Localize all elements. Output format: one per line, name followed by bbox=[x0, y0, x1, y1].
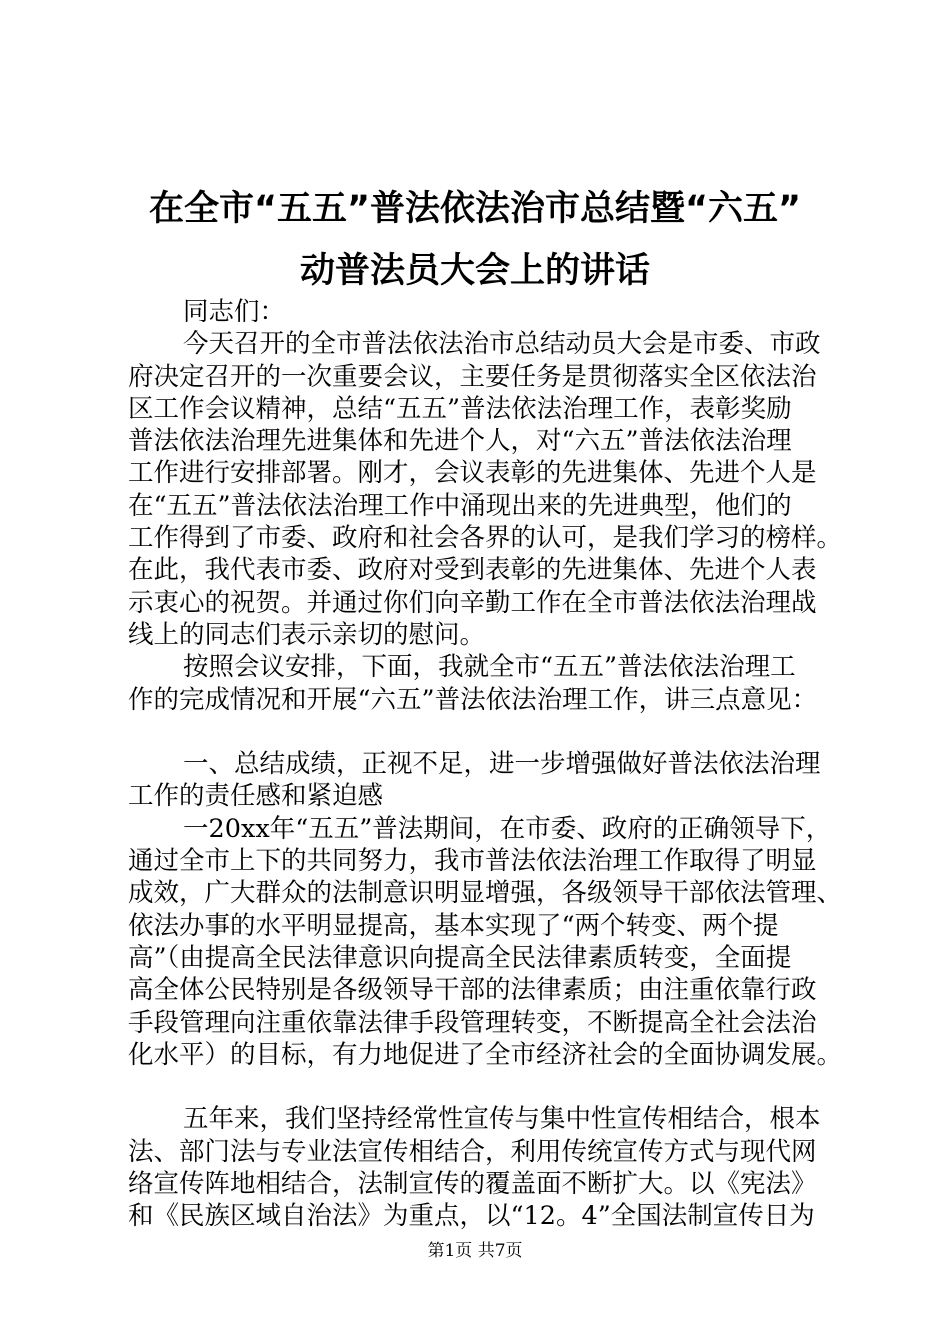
text-line: 在此，我代表市委、政府对受到表彰的先进集体、先进个人表 bbox=[128, 555, 817, 586]
text-line: 法、部门法与专业法宣传相结合，利用传统宣传方式与现代网 bbox=[128, 1136, 817, 1167]
page-indicator: 第1页 共7页 bbox=[427, 1241, 523, 1261]
text-line: 普法依法治理先进集体和先进个人，对“六五”普法依法治理 bbox=[128, 426, 792, 457]
text-line: 区工作会议精神，总结“五五”普法依法治理工作，表彰奖励 bbox=[128, 393, 792, 424]
title-line: 动普法员大会上的讲话 bbox=[299, 251, 650, 291]
text-line: 一20xx年“五五”普法期间，在市委、政府的正确领导下， bbox=[183, 813, 832, 844]
title-line: 在全市“五五”普法依法治市总结暨“六五” bbox=[148, 189, 801, 229]
text-line: 府决定召开的一次重要会议，主要任务是贯彻落实全区依法治 bbox=[128, 361, 817, 392]
text-line: 今天召开的全市普法依法治市总结动员大会是市委、市政 bbox=[183, 329, 821, 360]
blank-line bbox=[128, 1071, 834, 1103]
paragraph-opening bbox=[128, 328, 843, 651]
text-line: 按照会议安排，下面，我就全市“五五”普法依法治理工 bbox=[183, 652, 796, 683]
text-line: 作的完成情况和开展“六五”普法依法治理工作，讲三点意见： bbox=[128, 684, 818, 715]
text-line: 化水平）的目标，有力地促进了全市经济社会的全面协调发展。 bbox=[128, 1039, 843, 1070]
text-line: 和《民族区域自治法》为重点，以“12。4”全国法制宣传日为 bbox=[128, 1201, 815, 1232]
text-line: 在“五五”普法依法治理工作中涌现出来的先进典型，他们的 bbox=[128, 490, 792, 521]
page-title bbox=[100, 178, 850, 302]
text-line: 依法办事的水平明显提高，基本实现了“两个转变、两个提 bbox=[128, 910, 779, 941]
text-line: 工作进行安排部署。刚才，会议表彰的先进集体、先进个人是 bbox=[128, 458, 817, 489]
text-line: 络宣传阵地相结合，法制宣传的覆盖面不断扩大。以《宪法》 bbox=[128, 1169, 817, 1200]
text-line: 五年来，我们坚持经常性宣传与集中性宣传相结合，根本 bbox=[183, 1104, 821, 1135]
paragraph-five-years bbox=[128, 1103, 834, 1232]
heading-line: 一、总结成绩，正视不足，进一步增强做好普法依法治理 bbox=[183, 749, 821, 780]
text-line: 高”（由提高全民法律意识向提高全民法律素质转变，全面提 bbox=[128, 942, 792, 973]
text-line: 工作得到了市委、政府和社会各界的认可，是我们学习的榜样。 bbox=[128, 523, 843, 554]
paragraph-arrangement bbox=[128, 651, 834, 716]
salutation: 同志们： bbox=[183, 297, 286, 327]
text-line: 高全体公民特别是各级领导干部的法律素质；由注重依靠行政 bbox=[128, 975, 817, 1006]
heading-line: 工作的责任感和紧迫感 bbox=[128, 781, 384, 812]
text-line: 线上的同志们表示亲切的慰问。 bbox=[128, 619, 486, 650]
text-line: 手段管理向注重依靠法律手段管理转变，不断提高全社会法治 bbox=[128, 1007, 817, 1038]
text-line: 成效，广大群众的法制意识明显增强，各级领导干部依法管理、 bbox=[128, 878, 843, 909]
page-footer bbox=[0, 1239, 950, 1263]
document-body bbox=[128, 296, 843, 1233]
paragraph-achievements bbox=[128, 813, 843, 1071]
text-line: 通过全市上下的共同努力，我市普法依法治理工作取得了明显 bbox=[128, 846, 817, 877]
blank-line bbox=[128, 716, 834, 748]
text-line: 示衷心的祝贺。并通过你们向辛勤工作在全市普法依法治理战 bbox=[128, 587, 817, 618]
section-heading-1 bbox=[128, 748, 834, 813]
